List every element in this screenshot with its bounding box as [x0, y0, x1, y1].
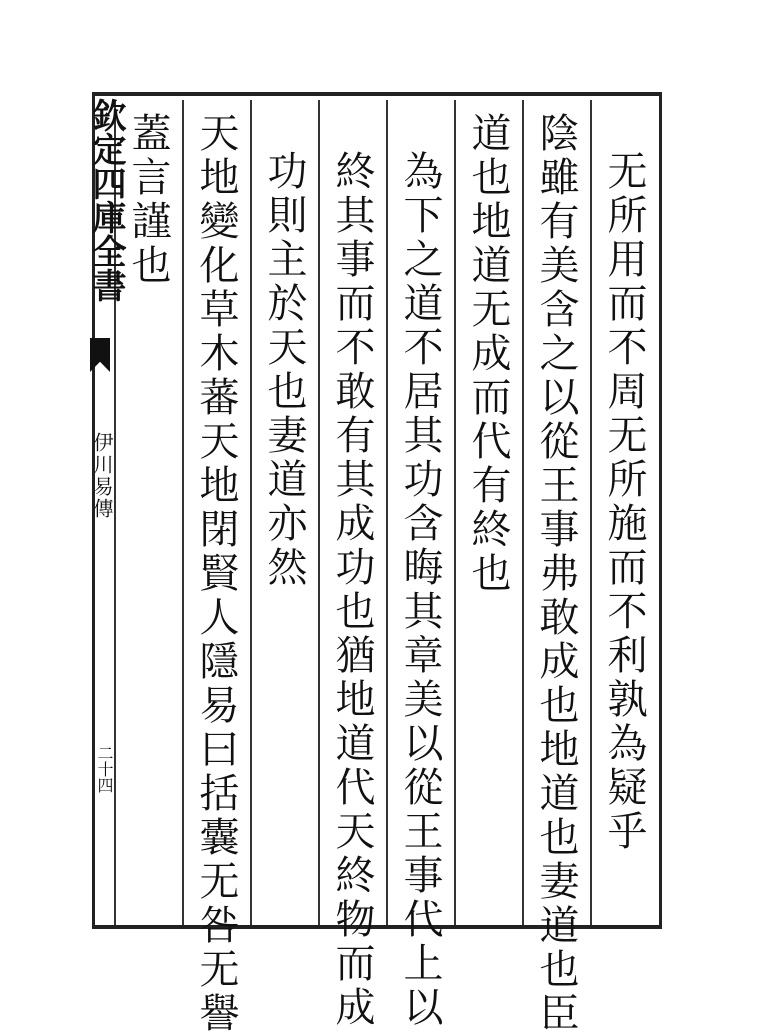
column-rule	[182, 100, 184, 925]
column-rule	[250, 100, 252, 925]
page-number: 二十四	[95, 745, 114, 793]
column-rule	[454, 100, 456, 925]
text-column-5: 終其事而不敢有其成功也猶地道代天終物而成	[329, 150, 375, 1030]
column-rule	[318, 100, 320, 925]
column-rule	[522, 100, 524, 925]
text-column-7: 天地變化草木蕃天地閉賢人隱易曰括囊无咎无譽	[193, 112, 239, 1036]
column-rule	[386, 100, 388, 925]
text-column-1: 无所用而不周无所施而不利孰為疑乎	[601, 150, 647, 854]
text-column-6: 功則主於天也妻道亦然	[261, 150, 307, 590]
text-column-3: 道也地道无成而代有終也	[465, 112, 511, 596]
frame-top-border	[92, 92, 662, 96]
section-title: 伊川易傳	[90, 432, 114, 520]
book-title: 欽定四庫全書	[86, 98, 126, 302]
text-column-2: 陰雖有美含之以從王事弗敢成也地道也妻道也臣	[533, 112, 579, 1036]
frame-right-border	[659, 92, 662, 929]
text-column-4: 為下之道不居其功含晦其章美以從王事代上以	[397, 150, 443, 1030]
fish-tail-mark	[90, 338, 110, 372]
column-rule	[590, 100, 592, 925]
text-column-8: 蓋言謹也	[125, 112, 171, 288]
